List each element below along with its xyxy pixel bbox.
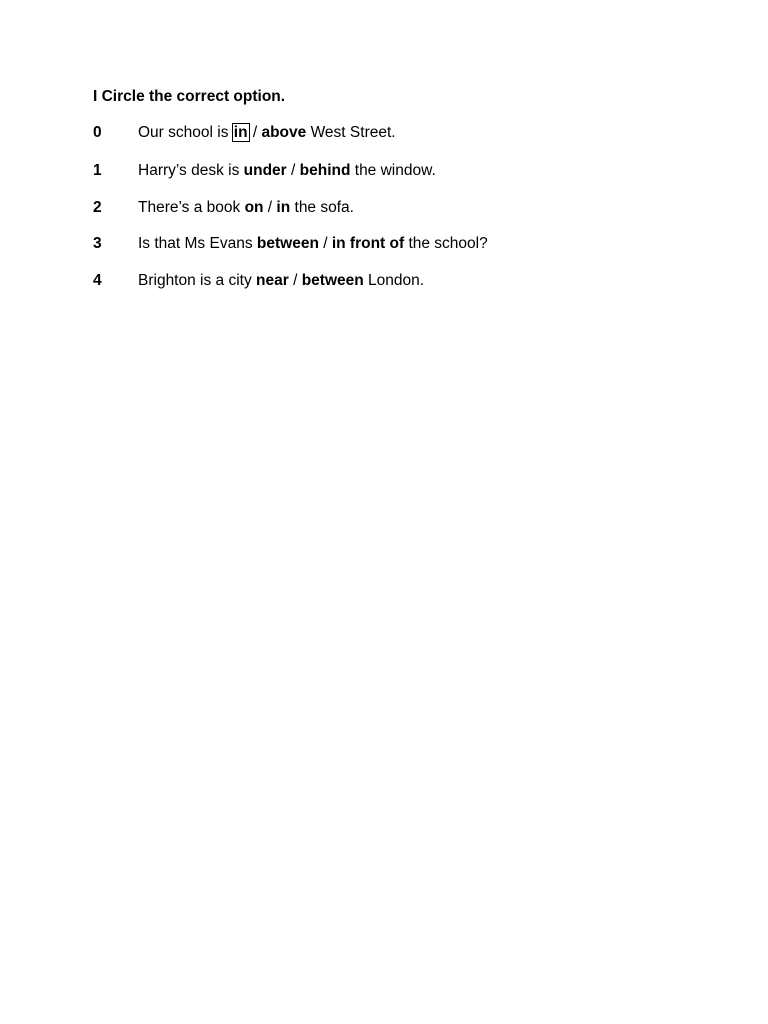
item-sentence [138,271,424,291]
item-number: 1 [93,162,102,179]
sentence-before: Is that Ms Evans [138,235,257,252]
item-number: 2 [93,199,102,216]
option-b[interactable]: in front of [331,235,405,252]
option-a[interactable]: between [256,235,319,252]
item-sentence [138,198,354,218]
sentence-before: Brighton is a city [138,272,257,289]
sentence-before: There’s a book [138,199,245,216]
item-sentence [138,161,436,181]
option-separator: / [318,235,332,252]
option-a[interactable]: on [244,199,264,216]
item-number: 0 [93,124,102,141]
sentence-after: the sofa. [290,199,354,216]
option-a-circled[interactable]: in [233,124,248,141]
exercise-heading: I Circle the correct option. [93,88,286,105]
option-separator: / [263,199,277,216]
option-a[interactable]: under [243,162,287,179]
option-a[interactable]: near [256,272,289,289]
sentence-before: Harry’s desk is [138,162,244,179]
option-b[interactable]: behind [299,162,351,179]
item-number: 3 [93,235,102,252]
option-separator: / [286,162,300,179]
sentence-after: London. [363,272,425,289]
option-b[interactable]: above [261,124,307,141]
option-b[interactable]: in [276,199,291,216]
sentence-after: the school? [404,235,488,252]
sentence-after: West Street. [306,124,396,141]
item-sentence [138,123,396,143]
item-number: 4 [93,272,102,289]
sentence-before: Our school is [138,124,233,141]
sentence-after: the window. [350,162,436,179]
option-b[interactable]: between [301,272,364,289]
option-separator: / [248,124,262,141]
item-sentence [138,234,488,254]
option-separator: / [288,272,302,289]
